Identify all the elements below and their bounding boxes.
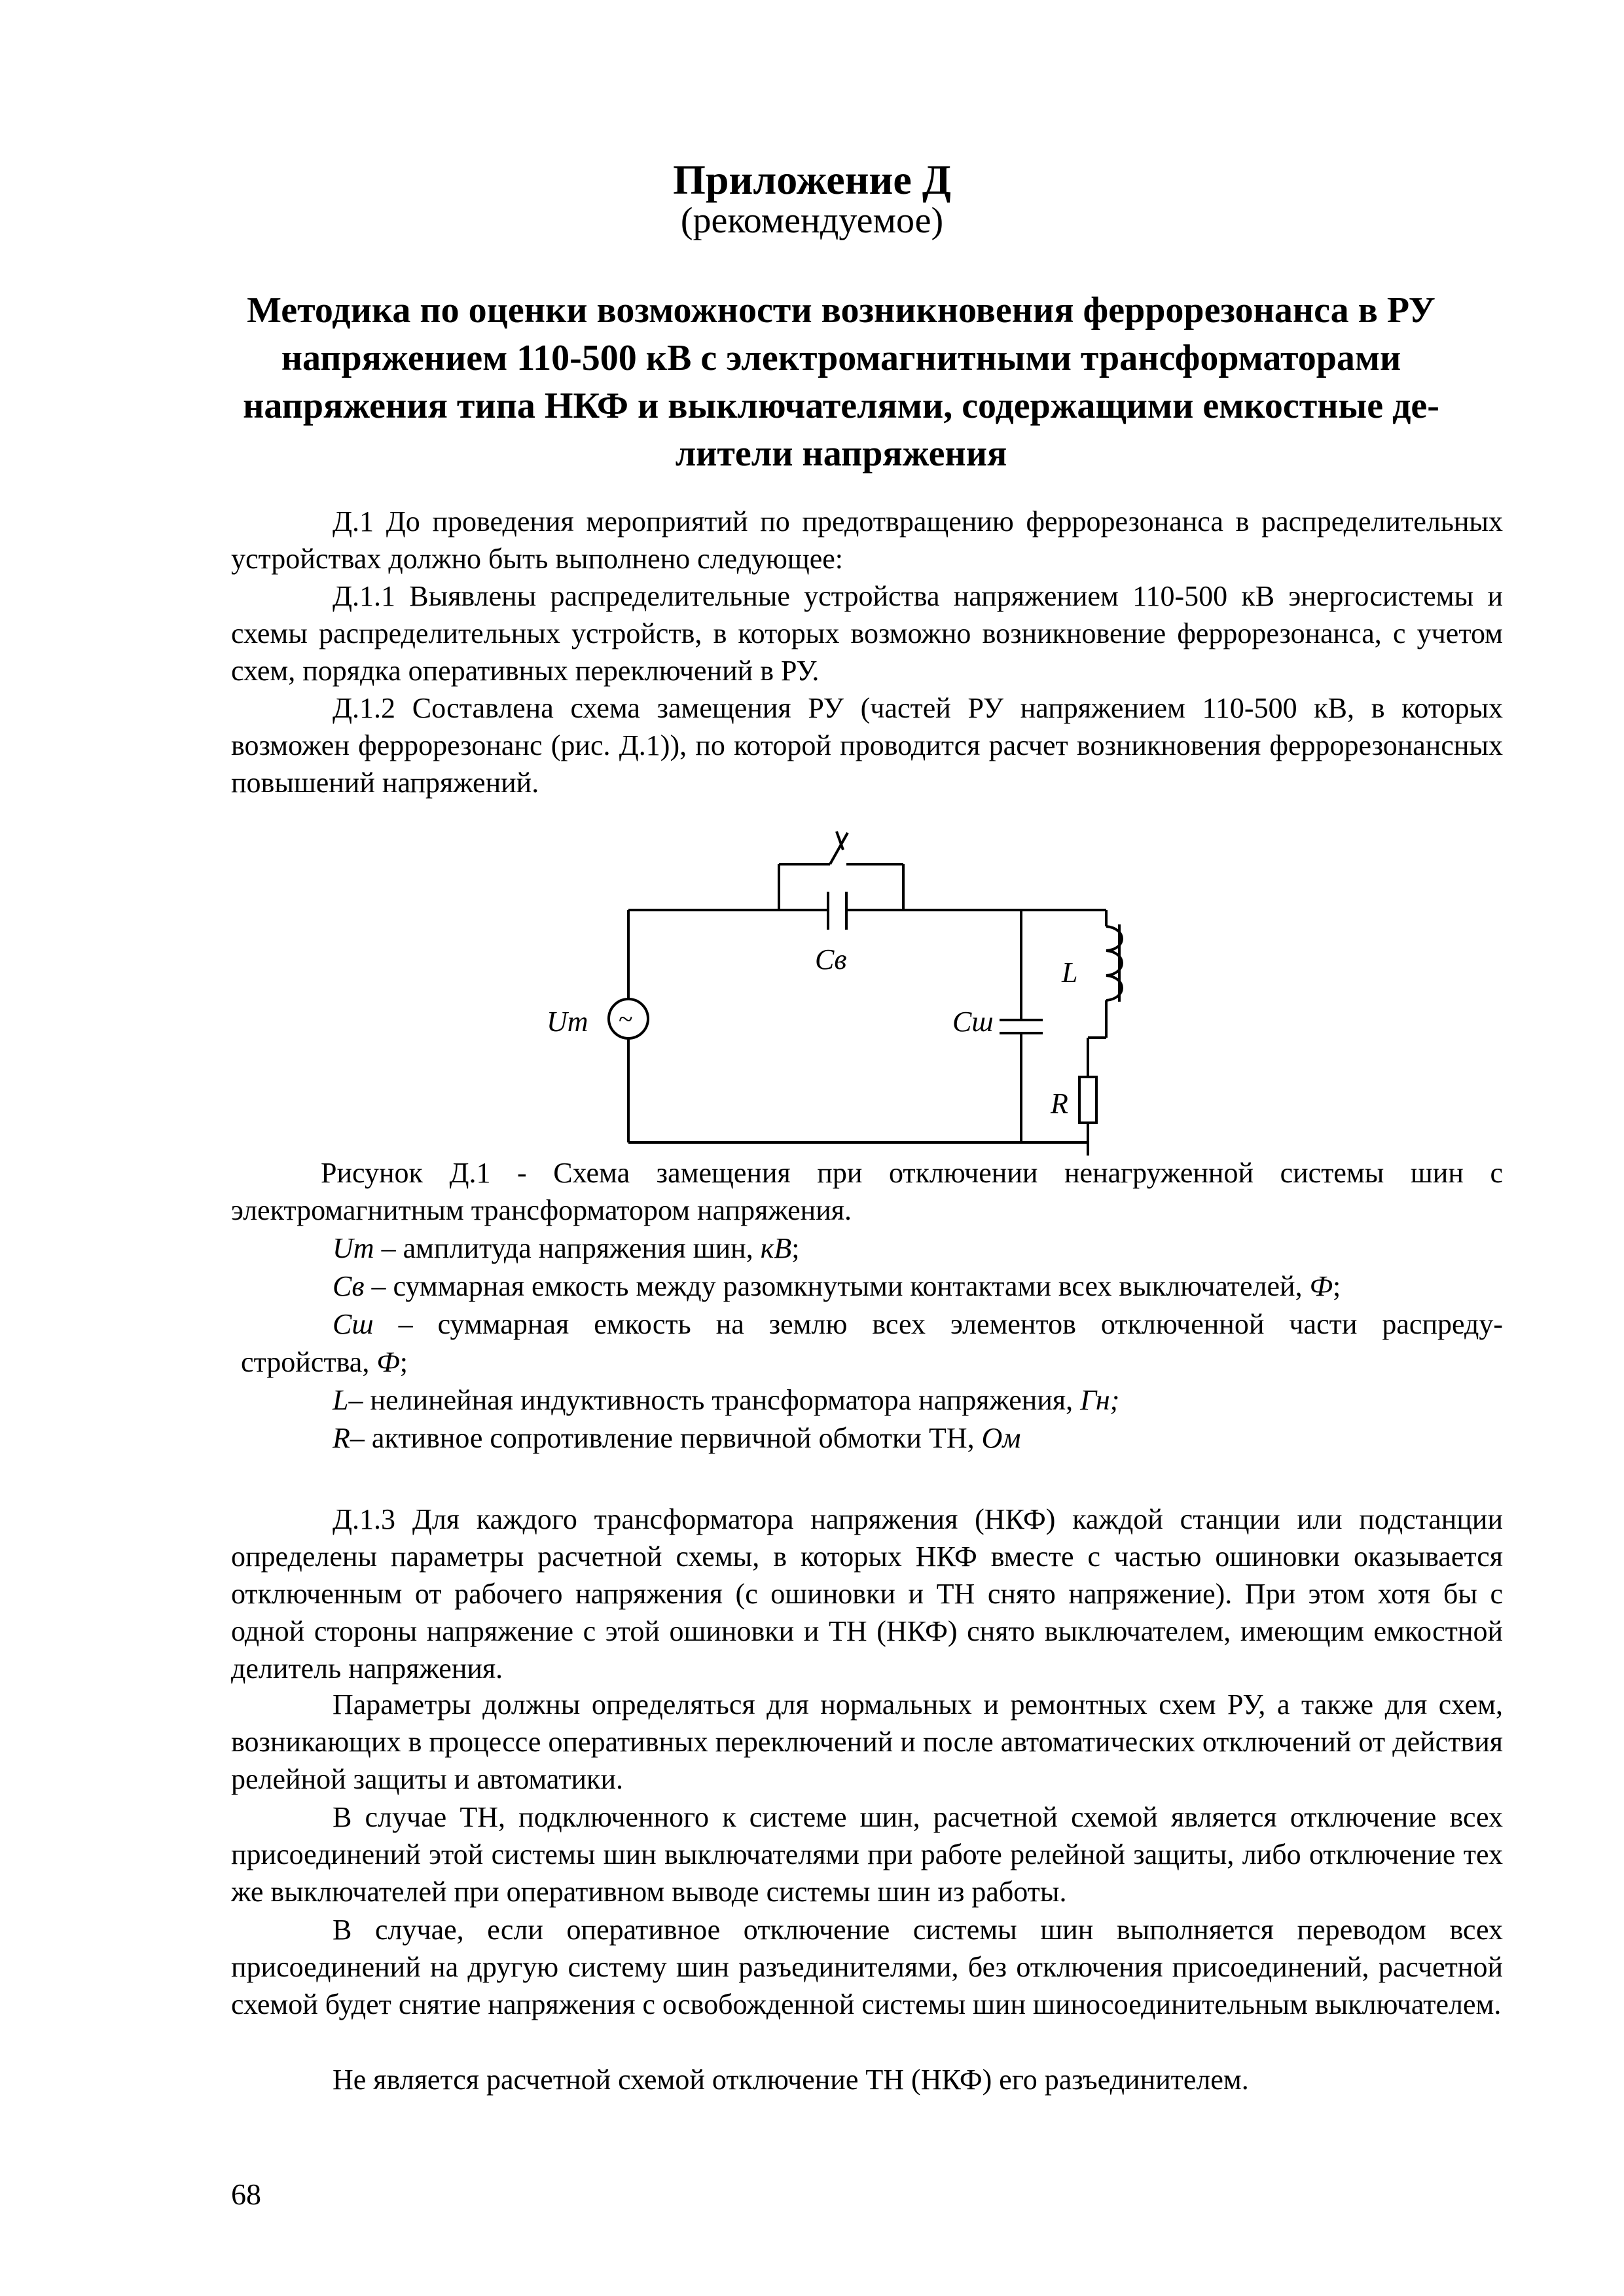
appendix-title: Приложение Д: [673, 156, 951, 203]
legend-l-desc: – нелинейная индуктивность трансформатора напряжения,: [348, 1384, 1081, 1416]
label-cv: Cв: [815, 943, 847, 975]
label-um: Um: [547, 1006, 588, 1038]
legend-r-symbol: R: [333, 1422, 350, 1454]
legend-um-end: ;: [791, 1232, 800, 1264]
label-r: R: [1051, 1087, 1068, 1120]
legend-um-symbol: Um: [333, 1232, 374, 1264]
method-title: [196, 287, 1486, 478]
method-title-line: напряжения типа НКФ и выключателями, содержащими емкостные де-: [243, 386, 1439, 426]
legend-csh-symbol: Cш: [333, 1308, 374, 1340]
method-title-line: напряжением 110-500 кВ с электромагнитными трансформаторами: [281, 338, 1401, 378]
legend-l-symbol: L: [333, 1384, 349, 1416]
appendix-subtitle: (рекомендуемое): [680, 200, 944, 241]
legend-l-unit: Гн;: [1080, 1384, 1120, 1416]
paragraph-d1-1: Д.1.1 Выявлены распределительные устройства напряжением 110-500 кВ энергосистемы и схемы распределительных устройств, в которых возможно возникновение феррорезонанса, с учетом схем, порядка оперативных переключений в РУ.: [231, 580, 1503, 687]
legend-csh: [333, 1305, 1503, 1343]
label-l: L: [1062, 957, 1078, 989]
paragraph-not-calculated: Не является расчетной схемой отключение ТН (НКФ) его разъединителем.: [333, 2064, 1249, 2096]
paragraph-d1-3: Д.1.3 Для каждого трансформатора напряжения (НКФ) каждой станции или подстанции определены параметры расчетной схемы, в которых НКФ вместе с частью ошиновки оказывается отключенным от рабочего напряжения (с ошиновки и ТН снято напряжение). При этом хотя бы с одной стороны напряжение с этой ошиновки и ТН (НКФ) снято выключателем, имеющим емкостной делитель напряжения.: [231, 1503, 1503, 1685]
legend-um-desc: – амплитуда напряжения шин,: [374, 1232, 761, 1264]
label-csh: Cш: [952, 1006, 994, 1038]
paragraph-tn-bus: В случае ТН, подключенного к системе шин, расчетной схемой является отключение всех присоединений этой системы шин выключателями при работе релейной защиты, либо отключение тех же выключателей при оперативном выводе системы шин из работы.: [231, 1801, 1503, 1908]
legend-csh-desc: – суммарная емкость на землю всех элементов отключенной части распреду-: [373, 1308, 1503, 1340]
legend-cv-desc: – суммарная емкость между разомкнутыми контактами всех выключателей,: [364, 1270, 1310, 1302]
legend-csh-end: ;: [399, 1346, 408, 1378]
figure-caption-line2: электромагнитным трансформатором напряжения.: [231, 1194, 852, 1226]
voltage-source-symbol: ~: [619, 1004, 633, 1034]
legend-cv-symbol: Cв: [333, 1270, 365, 1302]
paragraph-d1: Д.1 До проведения мероприятий по предотвращению феррорезонанса в распределительных устройствах должно быть выполнено следующее:: [231, 505, 1503, 575]
legend-cv: [333, 1267, 1503, 1305]
legend-r-unit: Ом: [981, 1422, 1021, 1454]
legend-um-unit: кВ: [760, 1232, 792, 1264]
legend-csh-unit: Ф: [376, 1346, 400, 1378]
legend-l: [333, 1381, 1503, 1419]
resistor-body: [1079, 1077, 1096, 1123]
method-title-line: лители напряжения: [675, 433, 1007, 474]
legend-r: [333, 1419, 1503, 1457]
equivalent-circuit-diagram: [547, 812, 1152, 1178]
legend-csh-continued: [241, 1343, 1513, 1381]
figure-caption-line1: Рисунок Д.1 - Схема замещения при отключении ненагруженной системы шин с: [321, 1157, 1503, 1189]
paragraph-operative: В случае, если оперативное отключение системы шин выполняется переводом всех присоединений на другую систему шин разъединителями, без отключения присоединений, расчетной схемой будет снятие напряжения с освобожденной системы шин шиносоединительным выключателем.: [231, 1914, 1503, 2020]
legend-um: [333, 1230, 1503, 1267]
method-title-line: Методика по оценки возможности возникновения феррорезонанса в РУ: [247, 290, 1435, 331]
paragraph-d1-2: Д.1.2 Составлена схема замещения РУ (частей РУ напряжением 110-500 кВ, в которых возможен феррорезонанс (рис. Д.1)), по которой проводится расчет возникновения феррорезонансных повышений напряжений.: [231, 692, 1503, 799]
legend-cv-end: ;: [1332, 1270, 1341, 1302]
legend-r-desc: – активное сопротивление первичной обмотки ТН,: [350, 1422, 982, 1454]
legend-csh-desc-2: стройства,: [241, 1346, 377, 1378]
paragraph-parameters: Параметры должны определяться для нормальных и ремонтных схем РУ, а также для схем, возникающих в процессе оперативных переключений и после автоматических отключений от действия релейной защиты и автоматики.: [231, 1688, 1503, 1795]
legend-cv-unit: Ф: [1309, 1270, 1333, 1302]
page-number: 68: [231, 2178, 261, 2211]
